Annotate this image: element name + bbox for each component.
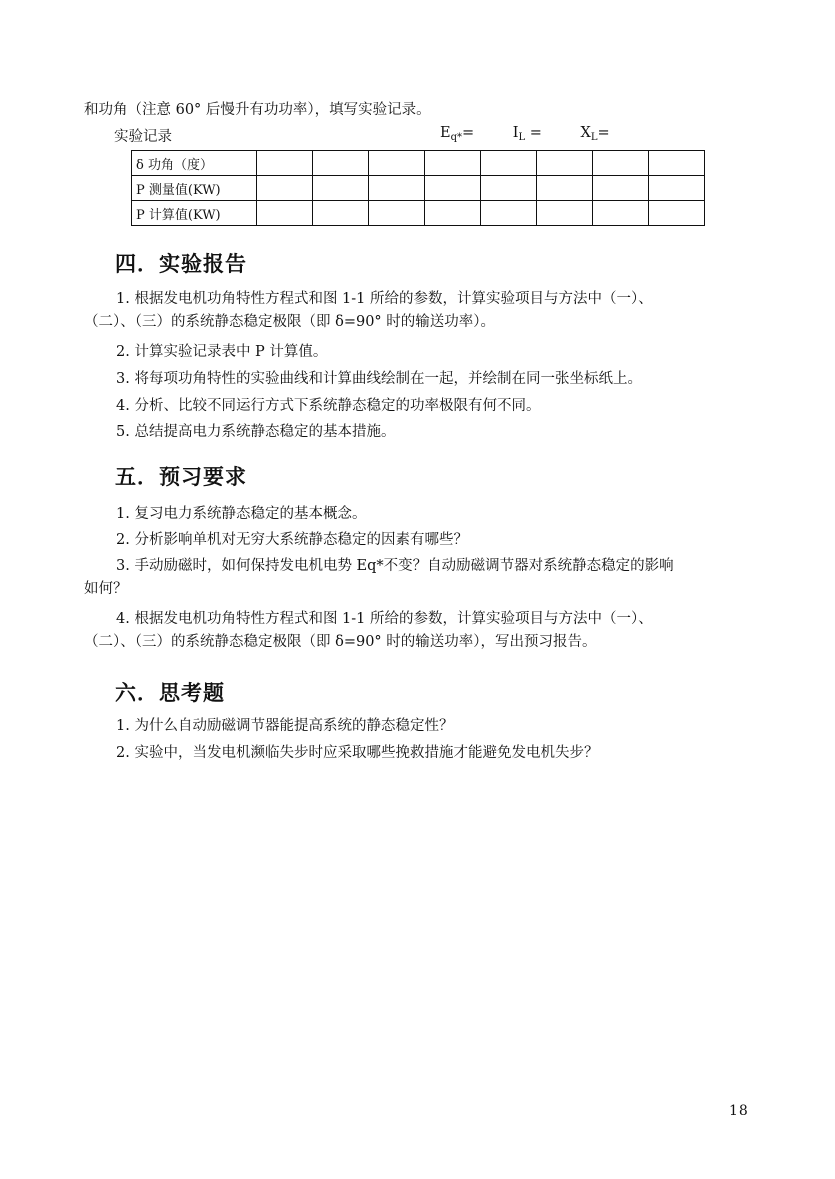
table-cell [425,176,481,201]
table-cell [593,176,649,201]
intro-line: 和功角（注意 60° 后慢升有功功率），填写实验记录。 [84,102,431,118]
param-il: $I_L$ = [512,125,542,143]
table-cell [649,151,705,176]
table-cell [481,176,537,201]
table-row [132,201,705,226]
list-item: 2. 计算实验记录表中 P 计算值。 [116,344,328,360]
table-cell [425,201,481,226]
list-item: 1. 复习电力系统静态稳定的基本概念。 [116,506,367,522]
section-heading-preview: 五．预习要求 [115,465,247,489]
record-params [440,125,644,143]
table-cell [649,201,705,226]
list-item: 3. 手动励磁时，如何保持发电机电势 Eq*不变？自动励磁调节器对系统静态稳定的影响 如何？ [84,558,674,597]
param-xl: $X_L=$ [580,125,610,143]
row-header: P 计算值(KW) [132,201,257,226]
table-cell [649,176,705,201]
table-cell [313,151,369,176]
table-cell [313,176,369,201]
table-cell [593,201,649,226]
row-header: P 测量值(KW) [132,176,257,201]
page-number: 18 [729,1103,749,1119]
list-item: 4. 根据发电机功角特性方程式和图 1-1 所给的参数，计算实验项目与方法中（一）、 （二）、（三）的系统静态稳定极限（即 δ=90° 时的输送功率），写出预习报告。 [84,611,653,650]
table-cell [369,176,425,201]
table-cell [537,176,593,201]
list-item: 3. 将每项功角特性的实验曲线和计算曲线绘制在一起，并绘制在同一张坐标纸上。 [116,371,642,387]
list-item: 5. 总结提高电力系统静态稳定的基本措施。 [116,424,396,440]
list-item: 1. 根据发电机功角特性方程式和图 1-1 所给的参数，计算实验项目与方法中（一）、 （二）、（三）的系统静态稳定极限（即 δ=90° 时的输送功率）。 [84,291,653,330]
table-cell [313,201,369,226]
table-cell [369,201,425,226]
table-cell [257,201,313,226]
section-heading-questions: 六．思考题 [115,681,225,705]
param-eq: $E_{q*}=$ [440,125,475,143]
table-cell [537,151,593,176]
table-row [132,176,705,201]
record-title: 实验记录 [114,129,172,145]
table-cell [369,151,425,176]
table-cell [257,151,313,176]
record-table [131,150,705,226]
table-cell [481,151,537,176]
section-heading-report: 四．实验报告 [115,252,247,276]
list-item: 2. 分析影响单机对无穷大系统静态稳定的因素有哪些？ [116,532,468,548]
table-cell [257,176,313,201]
list-item: 4. 分析、比较不同运行方式下系统静态稳定的功率极限有何不同。 [116,398,541,414]
table-cell [537,201,593,226]
table-cell [481,201,537,226]
table-cell [425,151,481,176]
table-row [132,151,705,176]
list-item: 2. 实验中，当发电机濒临失步时应采取哪些挽救措施才能避免发电机失步？ [116,745,599,761]
row-header: δ 功角（度） [132,151,257,176]
list-item: 1. 为什么自动励磁调节器能提高系统的静态稳定性？ [116,718,454,734]
table-cell [593,151,649,176]
